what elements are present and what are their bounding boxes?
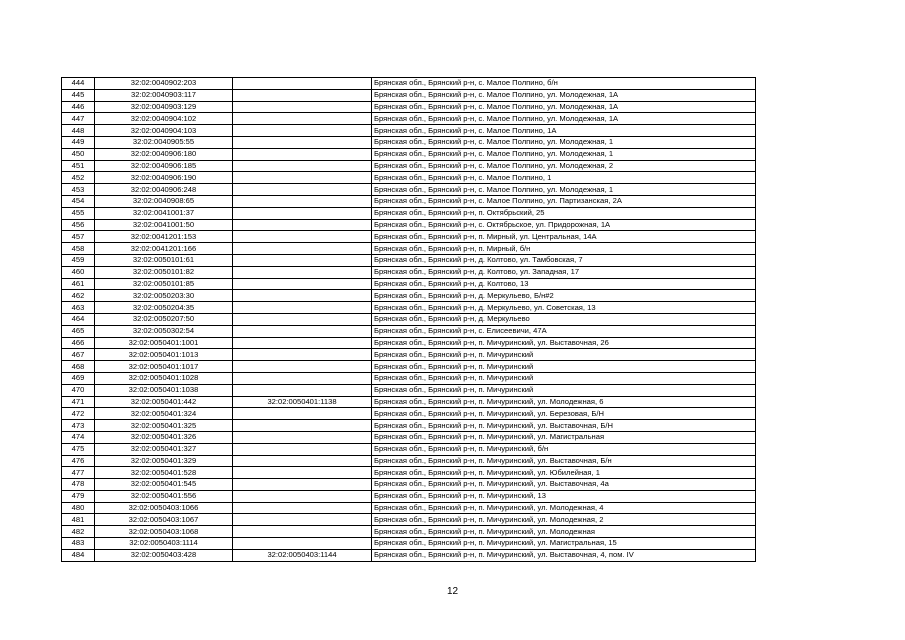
address-cell: Брянская обл., Брянский р-н, п. Мирный, б/н [372, 243, 756, 255]
linked-cadastral-number-cell [233, 78, 372, 90]
linked-cadastral-number-cell [233, 195, 372, 207]
table-row [62, 514, 756, 526]
linked-cadastral-number-cell [233, 231, 372, 243]
linked-cadastral-number-cell [233, 431, 372, 443]
linked-cadastral-number-cell [233, 148, 372, 160]
cadastral-number-cell: 32:02:0050403:1066 [95, 502, 233, 514]
table-row [62, 207, 756, 219]
address-cell: Брянская обл., Брянский р-н, п. Мичуринский, ул. Магистральная, 15 [372, 538, 756, 550]
linked-cadastral-number-cell [233, 113, 372, 125]
cadastral-number-cell: 32:02:0050403:1114 [95, 538, 233, 550]
row-number-cell: 478 [62, 479, 95, 491]
address-cell: Брянская обл., Брянский р-н, с. Малое Полпино, ул. Молодежная, 1А [372, 89, 756, 101]
row-number-cell: 454 [62, 195, 95, 207]
linked-cadastral-number-cell [233, 89, 372, 101]
table-row [62, 266, 756, 278]
cadastral-number-cell: 32:02:0050101:85 [95, 278, 233, 290]
address-cell: Брянская обл., Брянский р-н, п. Мичуринский [372, 384, 756, 396]
cadastral-number-cell: 32:02:0041201:153 [95, 231, 233, 243]
address-cell: Брянская обл., Брянский р-н, д. Меркульево, Б/н#2 [372, 290, 756, 302]
row-number-cell: 449 [62, 136, 95, 148]
row-number-cell: 469 [62, 372, 95, 384]
row-number-cell: 455 [62, 207, 95, 219]
address-cell: Брянская обл., Брянский р-н, с. Малое Полпино, ул. Молодежная, 1 [372, 136, 756, 148]
address-cell: Брянская обл., Брянский р-н, с. Малое Полпино, ул. Молодежная, 1 [372, 148, 756, 160]
row-number-cell: 475 [62, 443, 95, 455]
address-cell: Брянская обл., Брянский р-н, с. Малое Полпино, ул. Молодежная, 1А [372, 101, 756, 113]
cadastral-number-cell: 32:02:0040906:180 [95, 148, 233, 160]
cadastral-number-cell: 32:02:0050403:1068 [95, 526, 233, 538]
row-number-cell: 470 [62, 384, 95, 396]
table-row [62, 278, 756, 290]
cadastral-number-cell: 32:02:0050401:1017 [95, 361, 233, 373]
address-cell: Брянская обл., Брянский р-н, п. Мичуринский, ул. Выставочная, Б/н [372, 455, 756, 467]
cadastral-number-cell: 32:02:0041001:50 [95, 219, 233, 231]
linked-cadastral-number-cell [233, 538, 372, 550]
address-cell: Брянская обл., Брянский р-н, п. Мичуринский, б/н [372, 443, 756, 455]
linked-cadastral-number-cell [233, 254, 372, 266]
linked-cadastral-number-cell [233, 160, 372, 172]
cadastral-number-cell: 32:02:0050403:1067 [95, 514, 233, 526]
row-number-cell: 444 [62, 78, 95, 90]
cadastral-number-cell: 32:02:0050401:325 [95, 420, 233, 432]
cadastral-number-cell: 32:02:0040905:55 [95, 136, 233, 148]
address-cell: Брянская обл., Брянский р-н, п. Мирный, ул. Центральная, 14А [372, 231, 756, 243]
row-number-cell: 467 [62, 349, 95, 361]
table-row [62, 337, 756, 349]
cadastral-number-cell: 32:02:0050302:54 [95, 325, 233, 337]
table-row [62, 136, 756, 148]
linked-cadastral-number-cell [233, 184, 372, 196]
linked-cadastral-number-cell [233, 172, 372, 184]
linked-cadastral-number-cell [233, 420, 372, 432]
table-row [62, 455, 756, 467]
cadastral-number-cell: 32:02:0050401:324 [95, 408, 233, 420]
table-row [62, 254, 756, 266]
address-cell: Брянская обл., Брянский р-н, д. Меркульево [372, 313, 756, 325]
row-number-cell: 462 [62, 290, 95, 302]
row-number-cell: 451 [62, 160, 95, 172]
row-number-cell: 484 [62, 549, 95, 561]
table-row [62, 101, 756, 113]
linked-cadastral-number-cell [233, 337, 372, 349]
row-number-cell: 464 [62, 313, 95, 325]
table-row [62, 113, 756, 125]
address-cell: Брянская обл., Брянский р-н, с. Малое Полпино, ул. Молодежная, 1А [372, 113, 756, 125]
table-row [62, 160, 756, 172]
row-number-cell: 463 [62, 302, 95, 314]
table-row [62, 549, 756, 561]
row-number-cell: 459 [62, 254, 95, 266]
linked-cadastral-number-cell [233, 101, 372, 113]
address-cell: Брянская обл., Брянский р-н, п. Мичуринский [372, 349, 756, 361]
row-number-cell: 457 [62, 231, 95, 243]
row-number-cell: 446 [62, 101, 95, 113]
table-row [62, 243, 756, 255]
row-number-cell: 479 [62, 490, 95, 502]
table-row [62, 431, 756, 443]
row-number-cell: 483 [62, 538, 95, 550]
table-row [62, 219, 756, 231]
table-row [62, 372, 756, 384]
address-cell: Брянская обл., Брянский р-н, с. Малое Полпино, 1 [372, 172, 756, 184]
cadastral-number-cell: 32:02:0040908:65 [95, 195, 233, 207]
cadastral-number-cell: 32:02:0050401:329 [95, 455, 233, 467]
row-number-cell: 461 [62, 278, 95, 290]
table-row [62, 172, 756, 184]
address-cell: Брянская обл., Брянский р-н, п. Мичуринский, ул. Выставочная, 4, пом. IV [372, 549, 756, 561]
property-register-table [61, 77, 756, 562]
address-cell: Брянская обл., Брянский р-н, с. Малое Полпино, ул. Молодежная, 2 [372, 160, 756, 172]
address-cell: Брянская обл., Брянский р-н, д. Колтово, 13 [372, 278, 756, 290]
row-number-cell: 476 [62, 455, 95, 467]
address-cell: Брянская обл., Брянский р-н, п. Мичуринский, 13 [372, 490, 756, 502]
cadastral-number-cell: 32:02:0050101:61 [95, 254, 233, 266]
cadastral-number-cell: 32:02:0050207:50 [95, 313, 233, 325]
address-cell: Брянская обл., Брянский р-н, д. Колтово, ул. Западная, 17 [372, 266, 756, 278]
table-row [62, 396, 756, 408]
cadastral-number-cell: 32:02:0040904:102 [95, 113, 233, 125]
address-cell: Брянская обл., Брянский р-н, п. Октябрьский, 25 [372, 207, 756, 219]
row-number-cell: 452 [62, 172, 95, 184]
linked-cadastral-number-cell [233, 207, 372, 219]
cadastral-number-cell: 32:02:0050401:528 [95, 467, 233, 479]
row-number-cell: 471 [62, 396, 95, 408]
cadastral-number-cell: 32:02:0050403:428 [95, 549, 233, 561]
linked-cadastral-number-cell [233, 125, 372, 137]
table-row [62, 349, 756, 361]
cadastral-number-cell: 32:02:0040903:117 [95, 89, 233, 101]
table-row [62, 325, 756, 337]
table-row [62, 195, 756, 207]
cadastral-number-cell: 32:02:0050401:1013 [95, 349, 233, 361]
cadastral-number-cell: 32:02:0050401:326 [95, 431, 233, 443]
address-cell: Брянская обл., Брянский р-н, п. Мичуринский [372, 372, 756, 384]
address-cell: Брянская обл., Брянский р-н, с. Малое Полпино, ул. Молодежная, 1 [372, 184, 756, 196]
linked-cadastral-number-cell [233, 372, 372, 384]
address-cell: Брянская обл., Брянский р-н, п. Мичуринский, ул. Молодежная [372, 526, 756, 538]
address-cell: Брянская обл., Брянский р-н, с. Октябрьское, ул. Придорожная, 1А [372, 219, 756, 231]
table-row [62, 467, 756, 479]
cadastral-number-cell: 32:02:0050401:327 [95, 443, 233, 455]
linked-cadastral-number-cell [233, 278, 372, 290]
row-number-cell: 472 [62, 408, 95, 420]
linked-cadastral-number-cell [233, 408, 372, 420]
address-cell: Брянская обл., Брянский р-н, п. Мичуринский, ул. Молодежная, 4 [372, 502, 756, 514]
row-number-cell: 456 [62, 219, 95, 231]
address-cell: Брянская обл., Брянский р-н, п. Мичуринский, ул. Юбилейная, 1 [372, 467, 756, 479]
address-cell: Брянская обл., Брянский р-н, с. Малое Полпино, ул. Партизанская, 2А [372, 195, 756, 207]
row-number-cell: 460 [62, 266, 95, 278]
linked-cadastral-number-cell: 32:02:0050403:1144 [233, 549, 372, 561]
row-number-cell: 447 [62, 113, 95, 125]
table-row [62, 526, 756, 538]
linked-cadastral-number-cell [233, 479, 372, 491]
linked-cadastral-number-cell [233, 443, 372, 455]
linked-cadastral-number-cell [233, 349, 372, 361]
address-cell: Брянская обл., Брянский р-н, п. Мичуринский, ул. Магистральная [372, 431, 756, 443]
table-row [62, 361, 756, 373]
address-cell: Брянская обл., Брянский р-н, п. Мичуринский, ул. Молодежная, 2 [372, 514, 756, 526]
linked-cadastral-number-cell [233, 243, 372, 255]
linked-cadastral-number-cell [233, 219, 372, 231]
table-row [62, 184, 756, 196]
linked-cadastral-number-cell [233, 526, 372, 538]
row-number-cell: 445 [62, 89, 95, 101]
linked-cadastral-number-cell [233, 325, 372, 337]
cadastral-number-cell: 32:02:0050401:442 [95, 396, 233, 408]
linked-cadastral-number-cell [233, 490, 372, 502]
row-number-cell: 481 [62, 514, 95, 526]
row-number-cell: 482 [62, 526, 95, 538]
row-number-cell: 448 [62, 125, 95, 137]
address-cell: Брянская обл., Брянский р-н, п. Мичуринский, ул. Молодежная, 6 [372, 396, 756, 408]
address-cell: Брянская обл., Брянский р-н, п. Мичуринский, ул. Выставочная, 4а [372, 479, 756, 491]
table-row [62, 420, 756, 432]
cadastral-number-cell: 32:02:0040906:248 [95, 184, 233, 196]
address-cell: Брянская обл., Брянский р-н, с. Малое Полпино, б/н [372, 78, 756, 90]
row-number-cell: 473 [62, 420, 95, 432]
linked-cadastral-number-cell [233, 136, 372, 148]
row-number-cell: 465 [62, 325, 95, 337]
row-number-cell: 477 [62, 467, 95, 479]
table-row [62, 502, 756, 514]
row-number-cell: 466 [62, 337, 95, 349]
row-number-cell: 450 [62, 148, 95, 160]
cadastral-number-cell: 32:02:0050401:1028 [95, 372, 233, 384]
table-row [62, 443, 756, 455]
row-number-cell: 480 [62, 502, 95, 514]
linked-cadastral-number-cell [233, 455, 372, 467]
address-cell: Брянская обл., Брянский р-н, п. Мичуринский, ул. Березовая, Б/Н [372, 408, 756, 420]
address-cell: Брянская обл., Брянский р-н, п. Мичуринский, ул. Выставочная, Б/Н [372, 420, 756, 432]
address-cell: Брянская обл., Брянский р-н, п. Мичуринский [372, 361, 756, 373]
linked-cadastral-number-cell [233, 384, 372, 396]
linked-cadastral-number-cell [233, 361, 372, 373]
table-row [62, 125, 756, 137]
cadastral-number-cell: 32:02:0050101:82 [95, 266, 233, 278]
register-table-body [62, 78, 756, 562]
cadastral-number-cell: 32:02:0050401:1038 [95, 384, 233, 396]
table-row [62, 302, 756, 314]
cadastral-number-cell: 32:02:0041201:166 [95, 243, 233, 255]
cadastral-number-cell: 32:02:0050203:30 [95, 290, 233, 302]
linked-cadastral-number-cell [233, 467, 372, 479]
table-row [62, 148, 756, 160]
linked-cadastral-number-cell [233, 502, 372, 514]
table-row [62, 89, 756, 101]
cadastral-number-cell: 32:02:0040904:103 [95, 125, 233, 137]
address-cell: Брянская обл., Брянский р-н, п. Мичуринский, ул. Выставочная, 26 [372, 337, 756, 349]
linked-cadastral-number-cell: 32:02:0050401:1138 [233, 396, 372, 408]
address-cell: Брянская обл., Брянский р-н, с. Елисеевичи, 47А [372, 325, 756, 337]
page-number: 12 [446, 586, 459, 597]
cadastral-number-cell: 32:02:0050401:1001 [95, 337, 233, 349]
cadastral-number-cell: 32:02:0050401:545 [95, 479, 233, 491]
row-number-cell: 468 [62, 361, 95, 373]
table-row [62, 408, 756, 420]
linked-cadastral-number-cell [233, 313, 372, 325]
row-number-cell: 474 [62, 431, 95, 443]
address-cell: Брянская обл., Брянский р-н, с. Малое Полпино, 1А [372, 125, 756, 137]
table-row [62, 479, 756, 491]
cadastral-number-cell: 32:02:0050204:35 [95, 302, 233, 314]
table-row [62, 231, 756, 243]
cadastral-number-cell: 32:02:0040903:129 [95, 101, 233, 113]
linked-cadastral-number-cell [233, 266, 372, 278]
cadastral-number-cell: 32:02:0050401:556 [95, 490, 233, 502]
table-row [62, 290, 756, 302]
cadastral-number-cell: 32:02:0040906:190 [95, 172, 233, 184]
table-row [62, 384, 756, 396]
row-number-cell: 453 [62, 184, 95, 196]
linked-cadastral-number-cell [233, 514, 372, 526]
table-row [62, 78, 756, 90]
linked-cadastral-number-cell [233, 290, 372, 302]
table-row [62, 538, 756, 550]
table-row [62, 313, 756, 325]
row-number-cell: 458 [62, 243, 95, 255]
cadastral-number-cell: 32:02:0040906:185 [95, 160, 233, 172]
address-cell: Брянская обл., Брянский р-н, д. Меркульево, ул. Советская, 13 [372, 302, 756, 314]
table-row [62, 490, 756, 502]
linked-cadastral-number-cell [233, 302, 372, 314]
address-cell: Брянская обл., Брянский р-н, д. Колтово, ул. Тамбовская, 7 [372, 254, 756, 266]
cadastral-number-cell: 32:02:0040902:203 [95, 78, 233, 90]
cadastral-number-cell: 32:02:0041001:37 [95, 207, 233, 219]
